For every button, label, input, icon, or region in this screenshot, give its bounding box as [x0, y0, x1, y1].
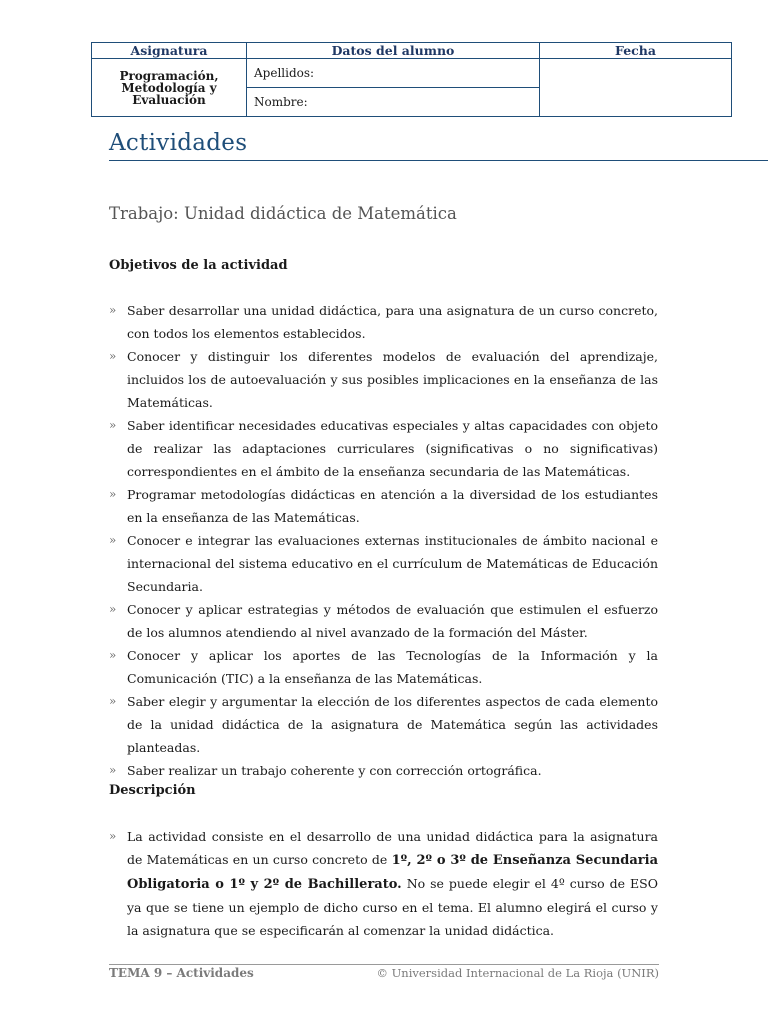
bullet-icon: » — [109, 303, 117, 317]
bullet-icon: » — [109, 602, 117, 616]
list-item: » Conocer y aplicar estrategias y métodos de evaluación que estimulen el esfuerzo de los alumnos atendiendo al nivel avanzado de la formación del Máster. — [109, 598, 658, 644]
page-title: Actividades — [109, 130, 248, 156]
bullet-icon: » — [109, 829, 117, 843]
list-item: » Saber identificar necesidades educativas especiales y altas capacidades con objeto de realizar las adaptaciones curriculares (significativas o no significativas) correspondientes en el ámbito de la enseñanza secundaria de las Matemáticas. — [109, 414, 658, 483]
list-item: » Saber elegir y argumentar la elección de los diferentes aspectos de cada elemento de la unidad didáctica de la asignatura de Matemática según las actividades planteadas. — [109, 690, 658, 759]
student-data-column-header: Datos del alumno — [247, 43, 540, 59]
list-item: » Saber desarrollar una unidad didáctica, para una asignatura de un curso concreto, con todos los elementos establecidos. — [109, 299, 658, 345]
student-data-table — [91, 42, 732, 117]
bullet-icon: » — [109, 418, 117, 432]
bullet-icon: » — [109, 648, 117, 662]
description-text-2: No se puede elegir el 4º curso de ESO ya que se tiene un ejemplo de dicho curso en el tema. El alumno elegirá el curso y la asignatura que se especificarán al comenzar la unidad didáctica. — [127, 876, 658, 938]
subject-column-header: Asignatura — [92, 43, 247, 59]
subject-line-2: Metodología y — [121, 80, 217, 95]
assignment-subtitle: Trabajo: Unidad didáctica de Matemática — [109, 204, 457, 223]
footer-copyright: © Universidad Internacional de La Rioja (UNIR) — [376, 966, 659, 980]
date-column-header: Fecha — [540, 43, 732, 59]
list-item: » Conocer y aplicar los aportes de las Tecnologías de la Información y la Comunicación (TIC) a la enseñanza de las Matemáticas. — [109, 644, 658, 690]
bullet-icon: » — [109, 349, 117, 363]
list-item: » Programar metodologías didácticas en atención a la diversidad de los estudiantes en la enseñanza de las Matemáticas. — [109, 483, 658, 529]
bullet-icon: » — [109, 487, 117, 501]
description-text-1: La actividad consiste en el desarrollo de una unidad didáctica para la asignatura de Matemáticas en un curso concreto de — [127, 829, 658, 867]
description-list — [109, 825, 658, 942]
list-item: » Conocer e integrar las evaluaciones externas institucionales de ámbito nacional e internacional del sistema educativo en el currículum de Matemáticas de Educación Secundaria. — [109, 529, 658, 598]
description-heading: Descripción — [109, 783, 196, 798]
list-item — [109, 825, 658, 942]
objectives-list — [109, 299, 658, 782]
date-field[interactable] — [540, 59, 732, 117]
name-field[interactable]: Nombre: — [247, 88, 540, 117]
bullet-icon: » — [109, 694, 117, 708]
footer-topic: TEMA 9 – Actividades — [109, 966, 254, 980]
surname-field[interactable]: Apellidos: — [247, 59, 540, 88]
subject-name-cell — [92, 59, 247, 117]
bullet-icon: » — [109, 763, 117, 777]
subject-line-3: Evaluación — [132, 92, 206, 107]
bullet-icon: » — [109, 533, 117, 547]
footer-divider — [109, 964, 659, 965]
list-item: » Conocer y distinguir los diferentes modelos de evaluación del aprendizaje, incluidos los de autoevaluación y sus posibles implicaciones en la enseñanza de las Matemáticas. — [109, 345, 658, 414]
subject-line-1: Programación, — [119, 68, 219, 83]
list-item: » Saber realizar un trabajo coherente y con corrección ortográfica. — [109, 759, 658, 782]
objectives-heading: Objetivos de la actividad — [109, 258, 288, 273]
description-courses-bold: 1º, 2º o 3º de Enseñanza Secundaria Obligatoria o 1º y 2º de Bachillerato. — [127, 853, 658, 892]
title-divider — [109, 160, 768, 161]
